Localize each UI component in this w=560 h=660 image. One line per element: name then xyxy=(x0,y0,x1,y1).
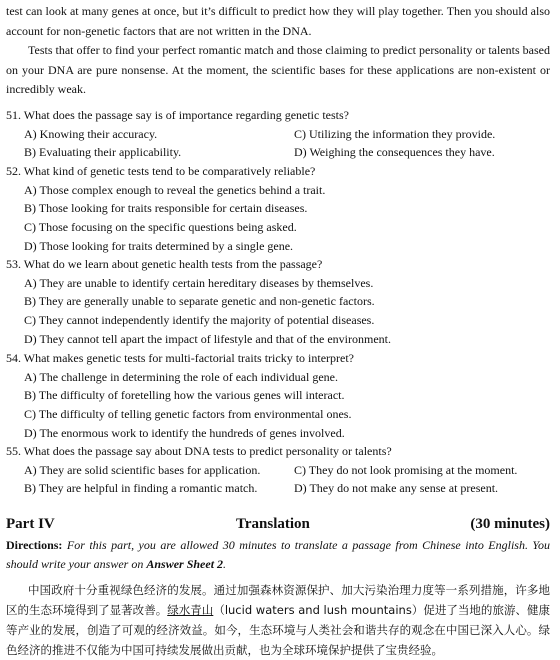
option-d: D) Those looking for traits determined by a single gene. xyxy=(24,238,294,253)
options xyxy=(6,461,550,498)
question-stem: 52. What kind of genetic tests tend to be comparatively reliable? xyxy=(6,164,316,178)
question-stem: 51. What does the passage say is of importance regarding genetic tests? xyxy=(6,108,350,122)
option-c: C) They do not look promising at the moment. xyxy=(294,462,518,477)
option-c: C) Utilizing the information they provide. xyxy=(294,126,496,141)
option-d: D) They do not make any sense at present. xyxy=(294,481,499,496)
options xyxy=(6,181,550,256)
directions-label: Directions: xyxy=(6,538,63,552)
option-a: A) They are solid scientific bases for application. xyxy=(24,462,261,477)
option-b: B) The difficulty of foretelling how the various genes will interact. xyxy=(24,388,345,403)
question-52 xyxy=(6,162,550,255)
directions-text: For this part, you are allowed 30 minutes to translate a passage from Chinese into English. You should write your answer on xyxy=(6,538,550,571)
chinese-underlined-term: 绿水青山 xyxy=(167,603,214,617)
option-d: D) They cannot tell apart the impact of lifestyle and that of the environment. xyxy=(24,331,391,346)
options xyxy=(6,125,550,162)
chinese-text-1: 中国政府十分重视绿色经济的发展。通过加强森林资源保护、加大污染治理力度等一系列措施，许多地区的生态环境得到了显著改善。 xyxy=(6,583,550,617)
part-label: Part IV xyxy=(6,516,55,532)
directions xyxy=(6,536,550,574)
answer-sheet-ref: Answer Sheet 2 xyxy=(146,557,224,571)
passage-paragraph-1: test can look at many genes at once, but it’s difficult to predict how they will play together. Then you should also account for non-genetic factors that are not written in the DNA. xyxy=(6,4,550,38)
option-b: B) They are generally unable to separate genetic and non-genetic factors. xyxy=(24,294,375,309)
question-55 xyxy=(6,442,550,498)
chinese-passage xyxy=(6,580,550,660)
option-c: C) The difficulty of telling genetic factors from environmental ones. xyxy=(24,407,352,422)
options xyxy=(6,368,550,443)
directions-end: . xyxy=(223,557,227,571)
option-a: A) They are unable to identify certain hereditary diseases by themselves. xyxy=(24,275,374,290)
option-a: A) Those complex enough to reveal the genetics behind a trait. xyxy=(24,182,326,197)
option-b: B) They are helpful in finding a romantic match. xyxy=(24,481,258,496)
part-header xyxy=(6,516,550,536)
question-51 xyxy=(6,106,550,162)
question-stem: 55. What does the passage say about DNA tests to predict personality or talents? xyxy=(6,444,392,458)
option-d: D) The enormous work to identify the hundreds of genes involved. xyxy=(24,425,345,440)
option-c: C) They cannot independently identify the majority of potential diseases. xyxy=(24,313,375,328)
question-stem: 54. What makes genetic tests for multi-factorial traits tricky to interpret? xyxy=(6,351,354,365)
option-a: A) Knowing their accuracy. xyxy=(24,126,158,141)
chinese-text-2: （lucid waters and lush mountains）促进了当地的旅游、健康等产业的发展，创造了可观的经济效益。如今，生态环境与人类社会和谐共存的观念在中国已深入人心。绿色经济的推进不仅能为中国可持续发展做出贡献，也为全球环境保护提供了宝贵经验。 xyxy=(6,603,551,657)
question-stem: 53. What do we learn about genetic health tests from the passage? xyxy=(6,257,323,271)
question-54 xyxy=(6,349,550,442)
part-title: Translation xyxy=(236,516,310,532)
option-d: D) Weighing the consequences they have. xyxy=(294,145,495,160)
question-53 xyxy=(6,255,550,348)
option-c: C) Those focusing on the specific questions being asked. xyxy=(24,220,297,235)
option-a: A) The challenge in determining the role of each individual gene. xyxy=(24,369,338,384)
part-time: (30 minutes) xyxy=(470,516,550,532)
passage-paragraph-2: Tests that offer to find your perfect romantic match and those claiming to predict personality or talents based on your DNA are pure nonsense. At the moment, the scientific bases for these applications are non-existent or incredibly weak. xyxy=(6,43,550,96)
options xyxy=(6,274,550,349)
option-b: B) Evaluating their applicability. xyxy=(24,145,182,160)
option-b: B) Those looking for traits responsible for certain diseases. xyxy=(24,201,308,216)
